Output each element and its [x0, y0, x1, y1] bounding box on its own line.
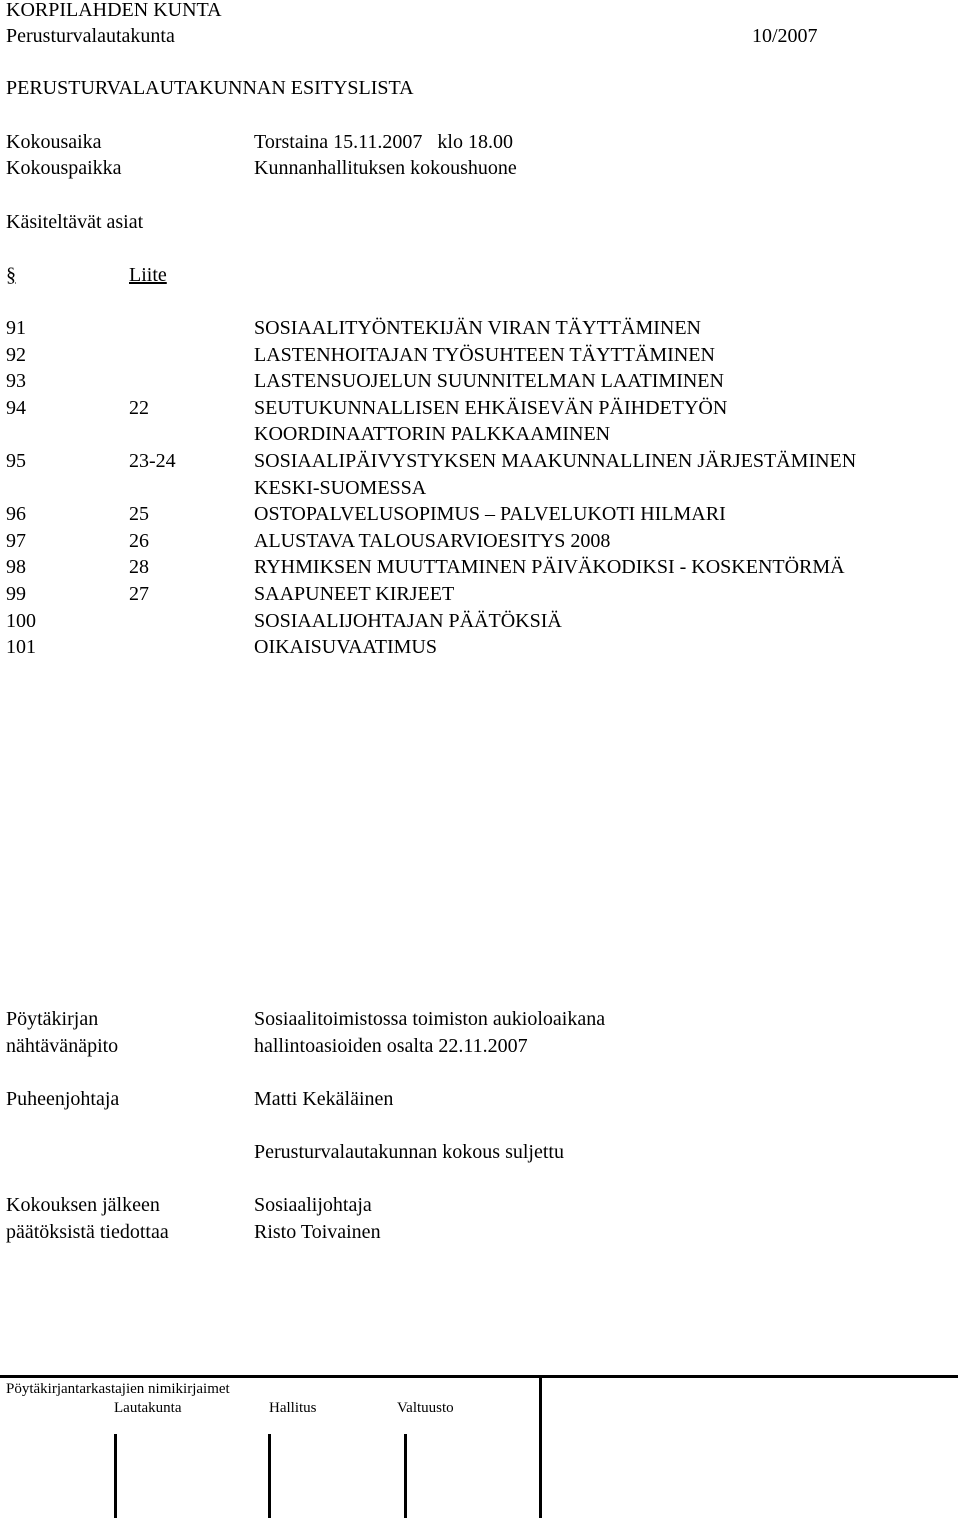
- agenda-item-number: 101: [6, 636, 36, 659]
- meeting-time-label: Kokousaika: [6, 131, 102, 153]
- minutes-label-2: nähtävänäpito: [6, 1035, 119, 1057]
- agenda-item-number: 99: [6, 583, 26, 605]
- agenda-item-title: OSTOPALVELUSOPIMUS – PALVELUKOTI HILMARI: [254, 503, 726, 526]
- agenda-item-number: 98: [6, 556, 26, 579]
- notify-label-1: Kokouksen jälkeen: [6, 1194, 160, 1216]
- agenda-item-number: 97: [6, 529, 26, 552]
- agenda-item-title: RYHMIKSEN MUUTTAMINEN PÄIVÄKODIKSI - KOSKENTÖRMÄ: [254, 556, 845, 579]
- municipality-name: KORPILAHDEN KUNTA: [6, 0, 222, 21]
- agenda-item-title: SOSIAALITYÖNTEKIJÄN VIRAN TÄYTTÄMINEN: [254, 317, 702, 339]
- minutes-value-2: hallintoasioiden osalta 22.11.2007: [254, 1035, 528, 1057]
- section-symbol: §: [6, 264, 16, 286]
- agenda-item-title: SOSIAALIPÄIVYSTYKSEN MAAKUNNALLINEN JÄRJESTÄMINEN: [254, 450, 857, 472]
- agenda-item-number: 93: [6, 370, 26, 393]
- agenda-item-appendix: 28: [129, 556, 149, 579]
- agenda-item-appendix: 23-24: [129, 450, 176, 472]
- meeting-place-value: Kunnanhallituksen kokoushuone: [254, 157, 517, 179]
- agenda-item-title: SEUTUKUNNALLISEN EHKÄISEVÄN PÄIHDETYÖN: [254, 396, 728, 419]
- signature-top-rule: [0, 1375, 958, 1378]
- agenda-item-title: ALUSTAVA TALOUSARVIOESITYS 2008: [254, 529, 611, 552]
- agenda-item-title: KESKI-SUOMESSA: [254, 476, 427, 499]
- signature-box-divider: [539, 1375, 542, 1518]
- minutes-label-1: Pöytäkirjan: [6, 1008, 99, 1030]
- signature-col-council: Valtuusto: [397, 1400, 454, 1416]
- agenda-item-appendix: 25: [129, 503, 149, 526]
- agenda-item-appendix: 22: [129, 396, 149, 419]
- agenda-item-number: 95: [6, 450, 26, 472]
- agenda-item-number: 94: [6, 396, 26, 419]
- chair-value: Matti Kekäläinen: [254, 1088, 394, 1110]
- agenda-heading: Käsiteltävät asiat: [6, 211, 144, 233]
- notify-label-2: päätöksistä tiedottaa: [6, 1221, 169, 1243]
- agenda-item-number: 100: [6, 609, 36, 632]
- signature-line-council: [404, 1434, 407, 1518]
- agenda-item-title: OIKAISUVAATIMUS: [254, 636, 437, 659]
- meeting-closed-text: Perusturvalautakunnan kokous suljettu: [254, 1141, 564, 1163]
- agenda-item-number: 91: [6, 317, 26, 339]
- meeting-place-label: Kokouspaikka: [6, 157, 122, 179]
- agenda-item-title: SOSIAALIJOHTAJAN PÄÄTÖKSIÄ: [254, 609, 562, 632]
- agenda-item-title: LASTENSUOJELUN SUUNNITELMAN LAATIMINEN: [254, 370, 724, 393]
- appendix-column-label: Liite: [129, 264, 167, 286]
- agenda-item-title: LASTENHOITAJAN TYÖSUHTEEN TÄYTTÄMINEN: [254, 343, 715, 366]
- issue-number: 10/2007: [752, 25, 818, 47]
- agenda-item-number: 92: [6, 343, 26, 366]
- agenda-item-appendix: 27: [129, 583, 149, 605]
- chair-label: Puheenjohtaja: [6, 1088, 120, 1110]
- signature-heading: Pöytäkirjantarkastajien nimikirjaimet: [6, 1381, 230, 1397]
- document-title: PERUSTURVALAUTAKUNNAN ESITYSLISTA: [6, 77, 414, 99]
- agenda-item-number: 96: [6, 503, 26, 526]
- minutes-value-1: Sosiaalitoimistossa toimiston aukioloaikana: [254, 1008, 606, 1030]
- agenda-item-title: SAAPUNEET KIRJEET: [254, 583, 455, 605]
- signature-col-board: Lautakunta: [114, 1400, 182, 1416]
- notify-value-1: Sosiaalijohtaja: [254, 1194, 372, 1216]
- notify-value-2: Risto Toivainen: [254, 1221, 381, 1243]
- signature-col-government: Hallitus: [269, 1400, 317, 1416]
- signature-line-board: [114, 1434, 117, 1518]
- board-name: Perusturvalautakunta: [6, 25, 175, 47]
- signature-line-government: [268, 1434, 271, 1518]
- agenda-item-appendix: 26: [129, 529, 149, 552]
- agenda-item-title: KOORDINAATTORIN PALKKAAMINEN: [254, 423, 611, 446]
- meeting-time-value: Torstaina 15.11.2007 klo 18.00: [254, 131, 513, 153]
